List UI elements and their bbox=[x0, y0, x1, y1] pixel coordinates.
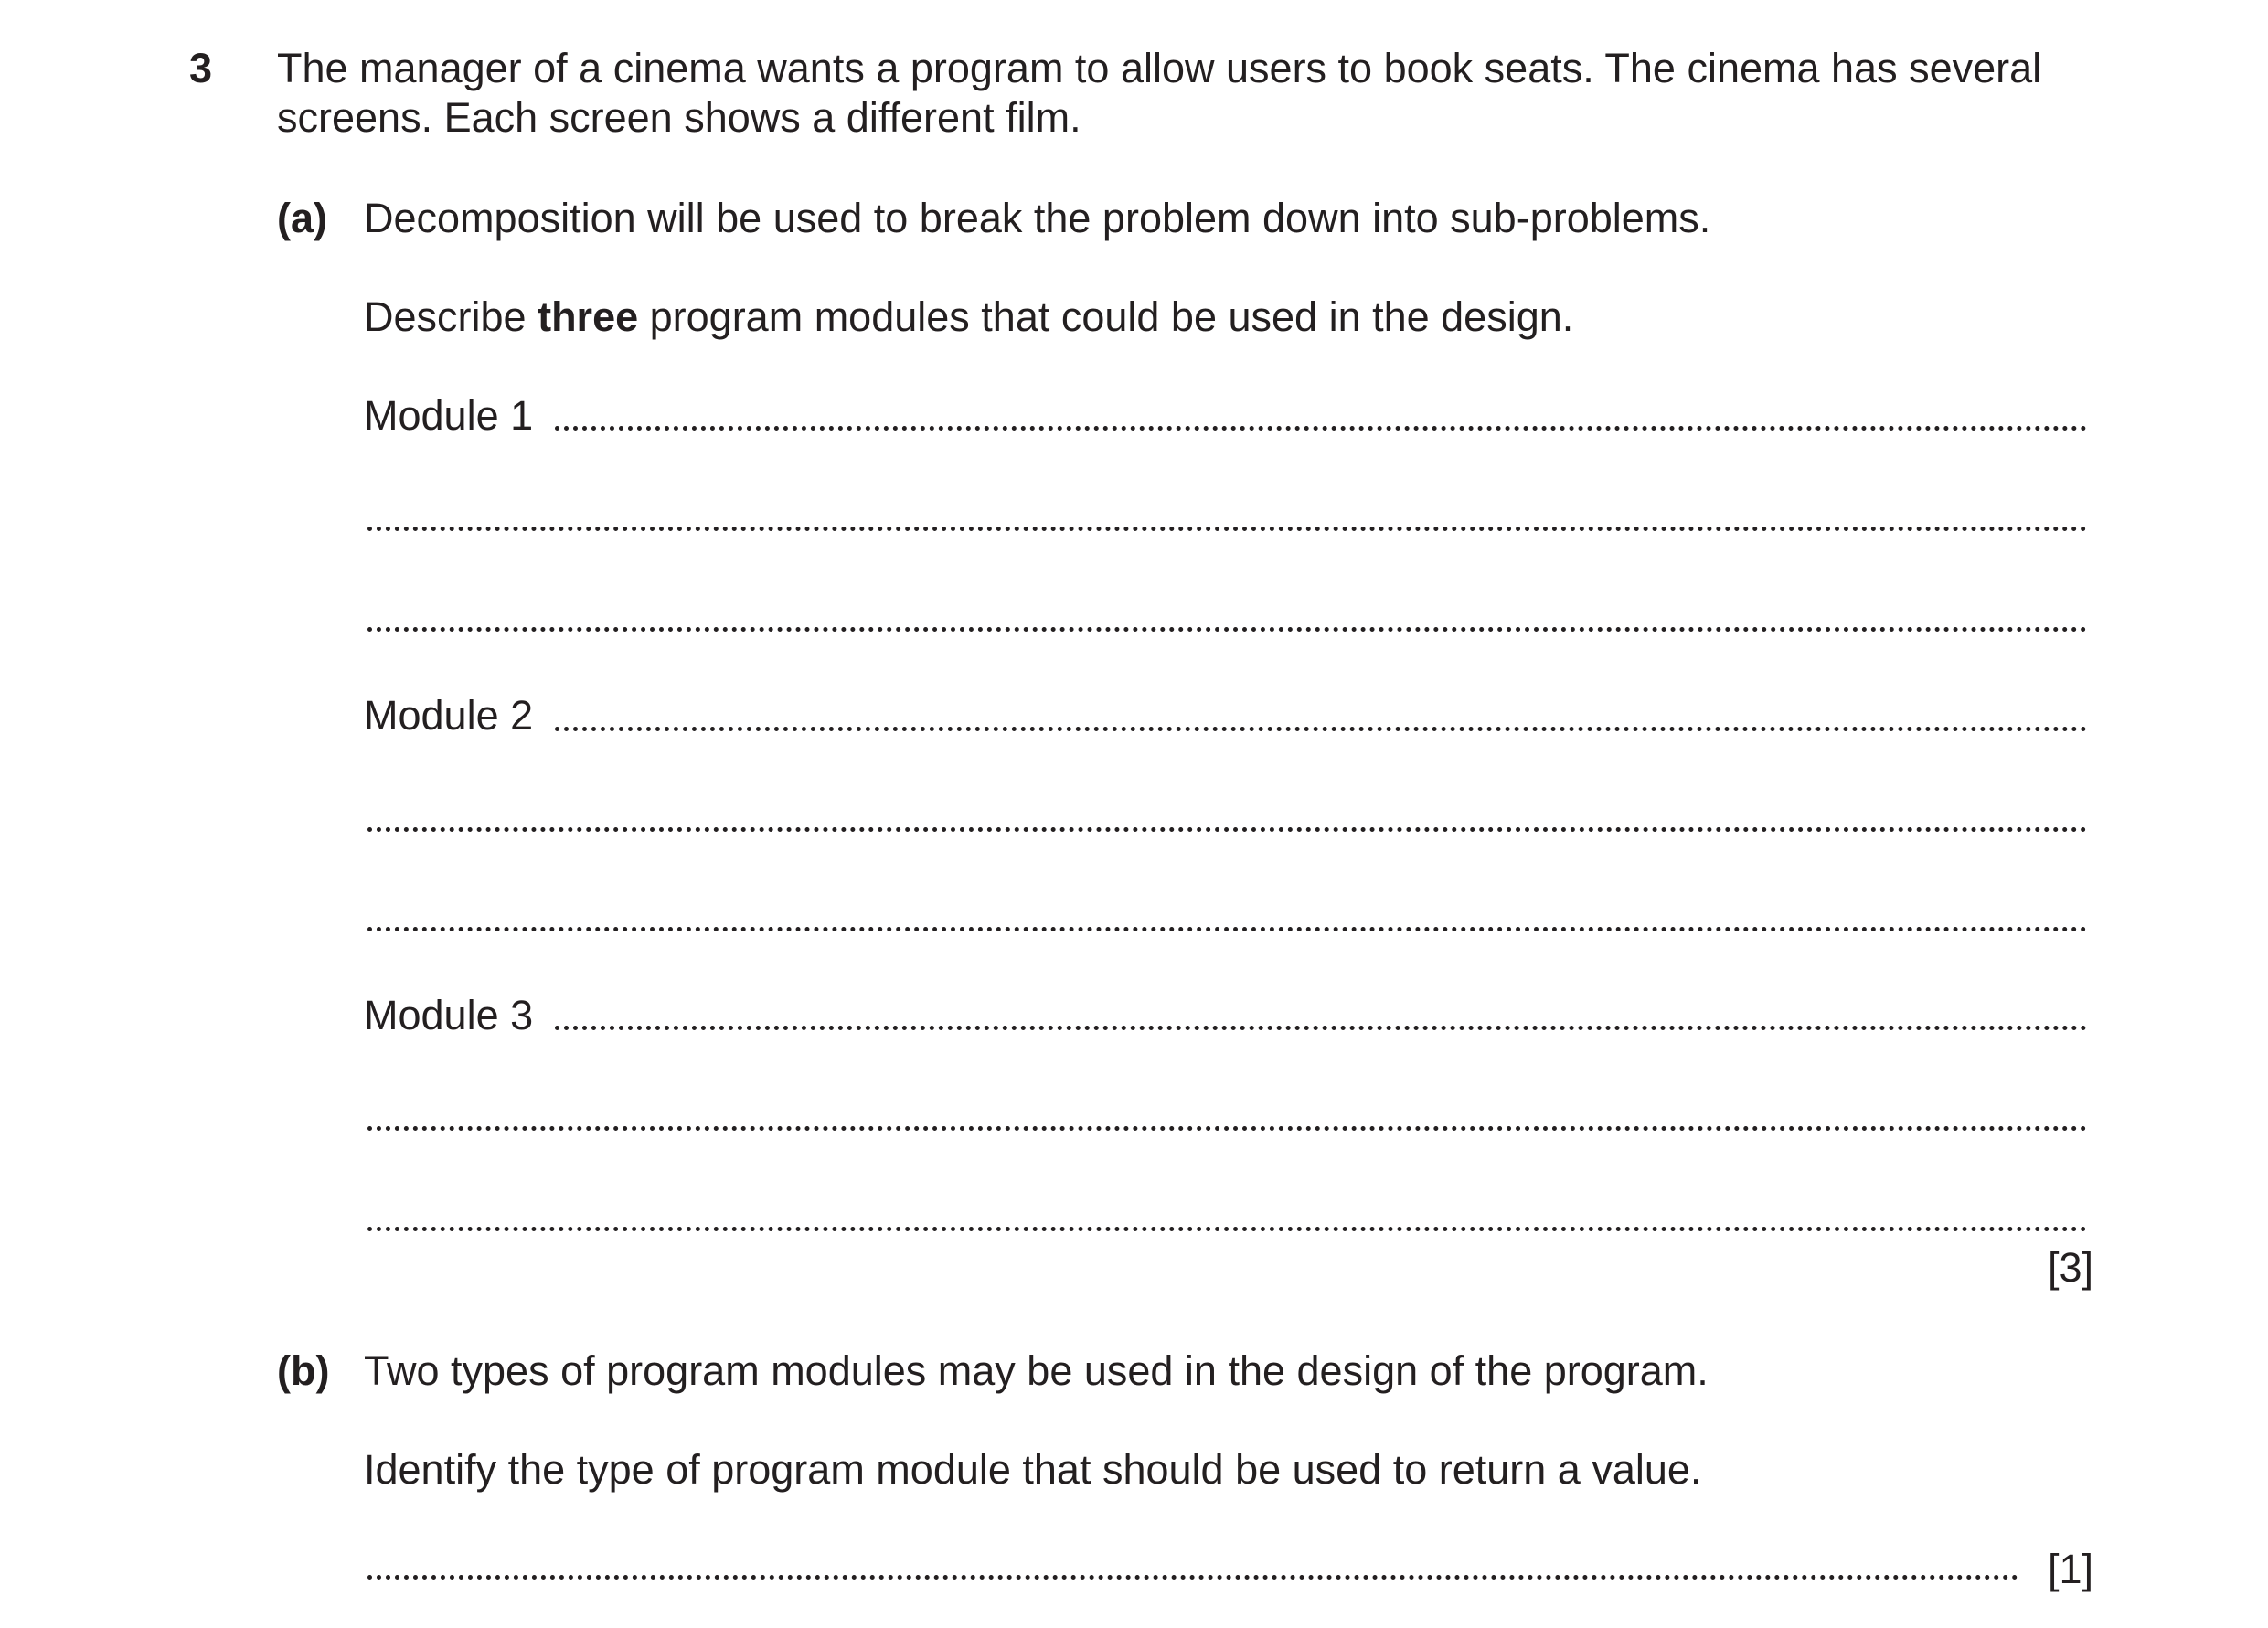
part-a-instruction-text: Describe bbox=[364, 293, 538, 340]
part-a-intro: Decomposition will be used to break the problem down into sub-problems. bbox=[364, 195, 1711, 241]
module-3-label: Module 3 bbox=[364, 992, 534, 1038]
module-1-answer-line-1[interactable] bbox=[555, 426, 2087, 431]
module-2-answer-line-3[interactable] bbox=[367, 927, 2087, 931]
part-b-intro: Two types of program modules may be used in the design of the program. bbox=[364, 1347, 1709, 1394]
part-b-instruction: Identify the type of program module that should be used to return a value. bbox=[364, 1446, 1702, 1493]
part-b-answer-line[interactable] bbox=[367, 1575, 2018, 1580]
module-2-label: Module 2 bbox=[364, 692, 534, 739]
module-1-answer-line-2[interactable] bbox=[367, 527, 2087, 531]
part-a-instruction-emphasis: three bbox=[538, 293, 639, 340]
question-number: 3 bbox=[189, 45, 213, 91]
part-a-label: (a) bbox=[277, 195, 327, 241]
question-stem-line-1: The manager of a cinema wants a program to allow users to book seats. The cinema has several bbox=[277, 45, 2042, 91]
module-1-answer-line-3[interactable] bbox=[367, 627, 2087, 632]
part-a-instruction-text-end: program modules that could be used in the design. bbox=[638, 293, 1574, 340]
module-1-label: Module 1 bbox=[364, 392, 534, 439]
question-stem-line-2: screens. Each screen shows a different film. bbox=[277, 94, 1081, 141]
module-3-answer-line-1[interactable] bbox=[555, 1026, 2087, 1030]
module-3-answer-line-2[interactable] bbox=[367, 1126, 2087, 1131]
module-2-answer-line-2[interactable] bbox=[367, 827, 2087, 832]
part-a-instruction bbox=[364, 293, 1573, 342]
part-b-marks: [1] bbox=[2047, 1546, 2093, 1592]
part-a-marks: [3] bbox=[2047, 1244, 2093, 1291]
module-3-answer-line-3[interactable] bbox=[367, 1227, 2087, 1231]
part-b-label: (b) bbox=[277, 1347, 330, 1394]
module-2-answer-line-1[interactable] bbox=[555, 727, 2087, 731]
